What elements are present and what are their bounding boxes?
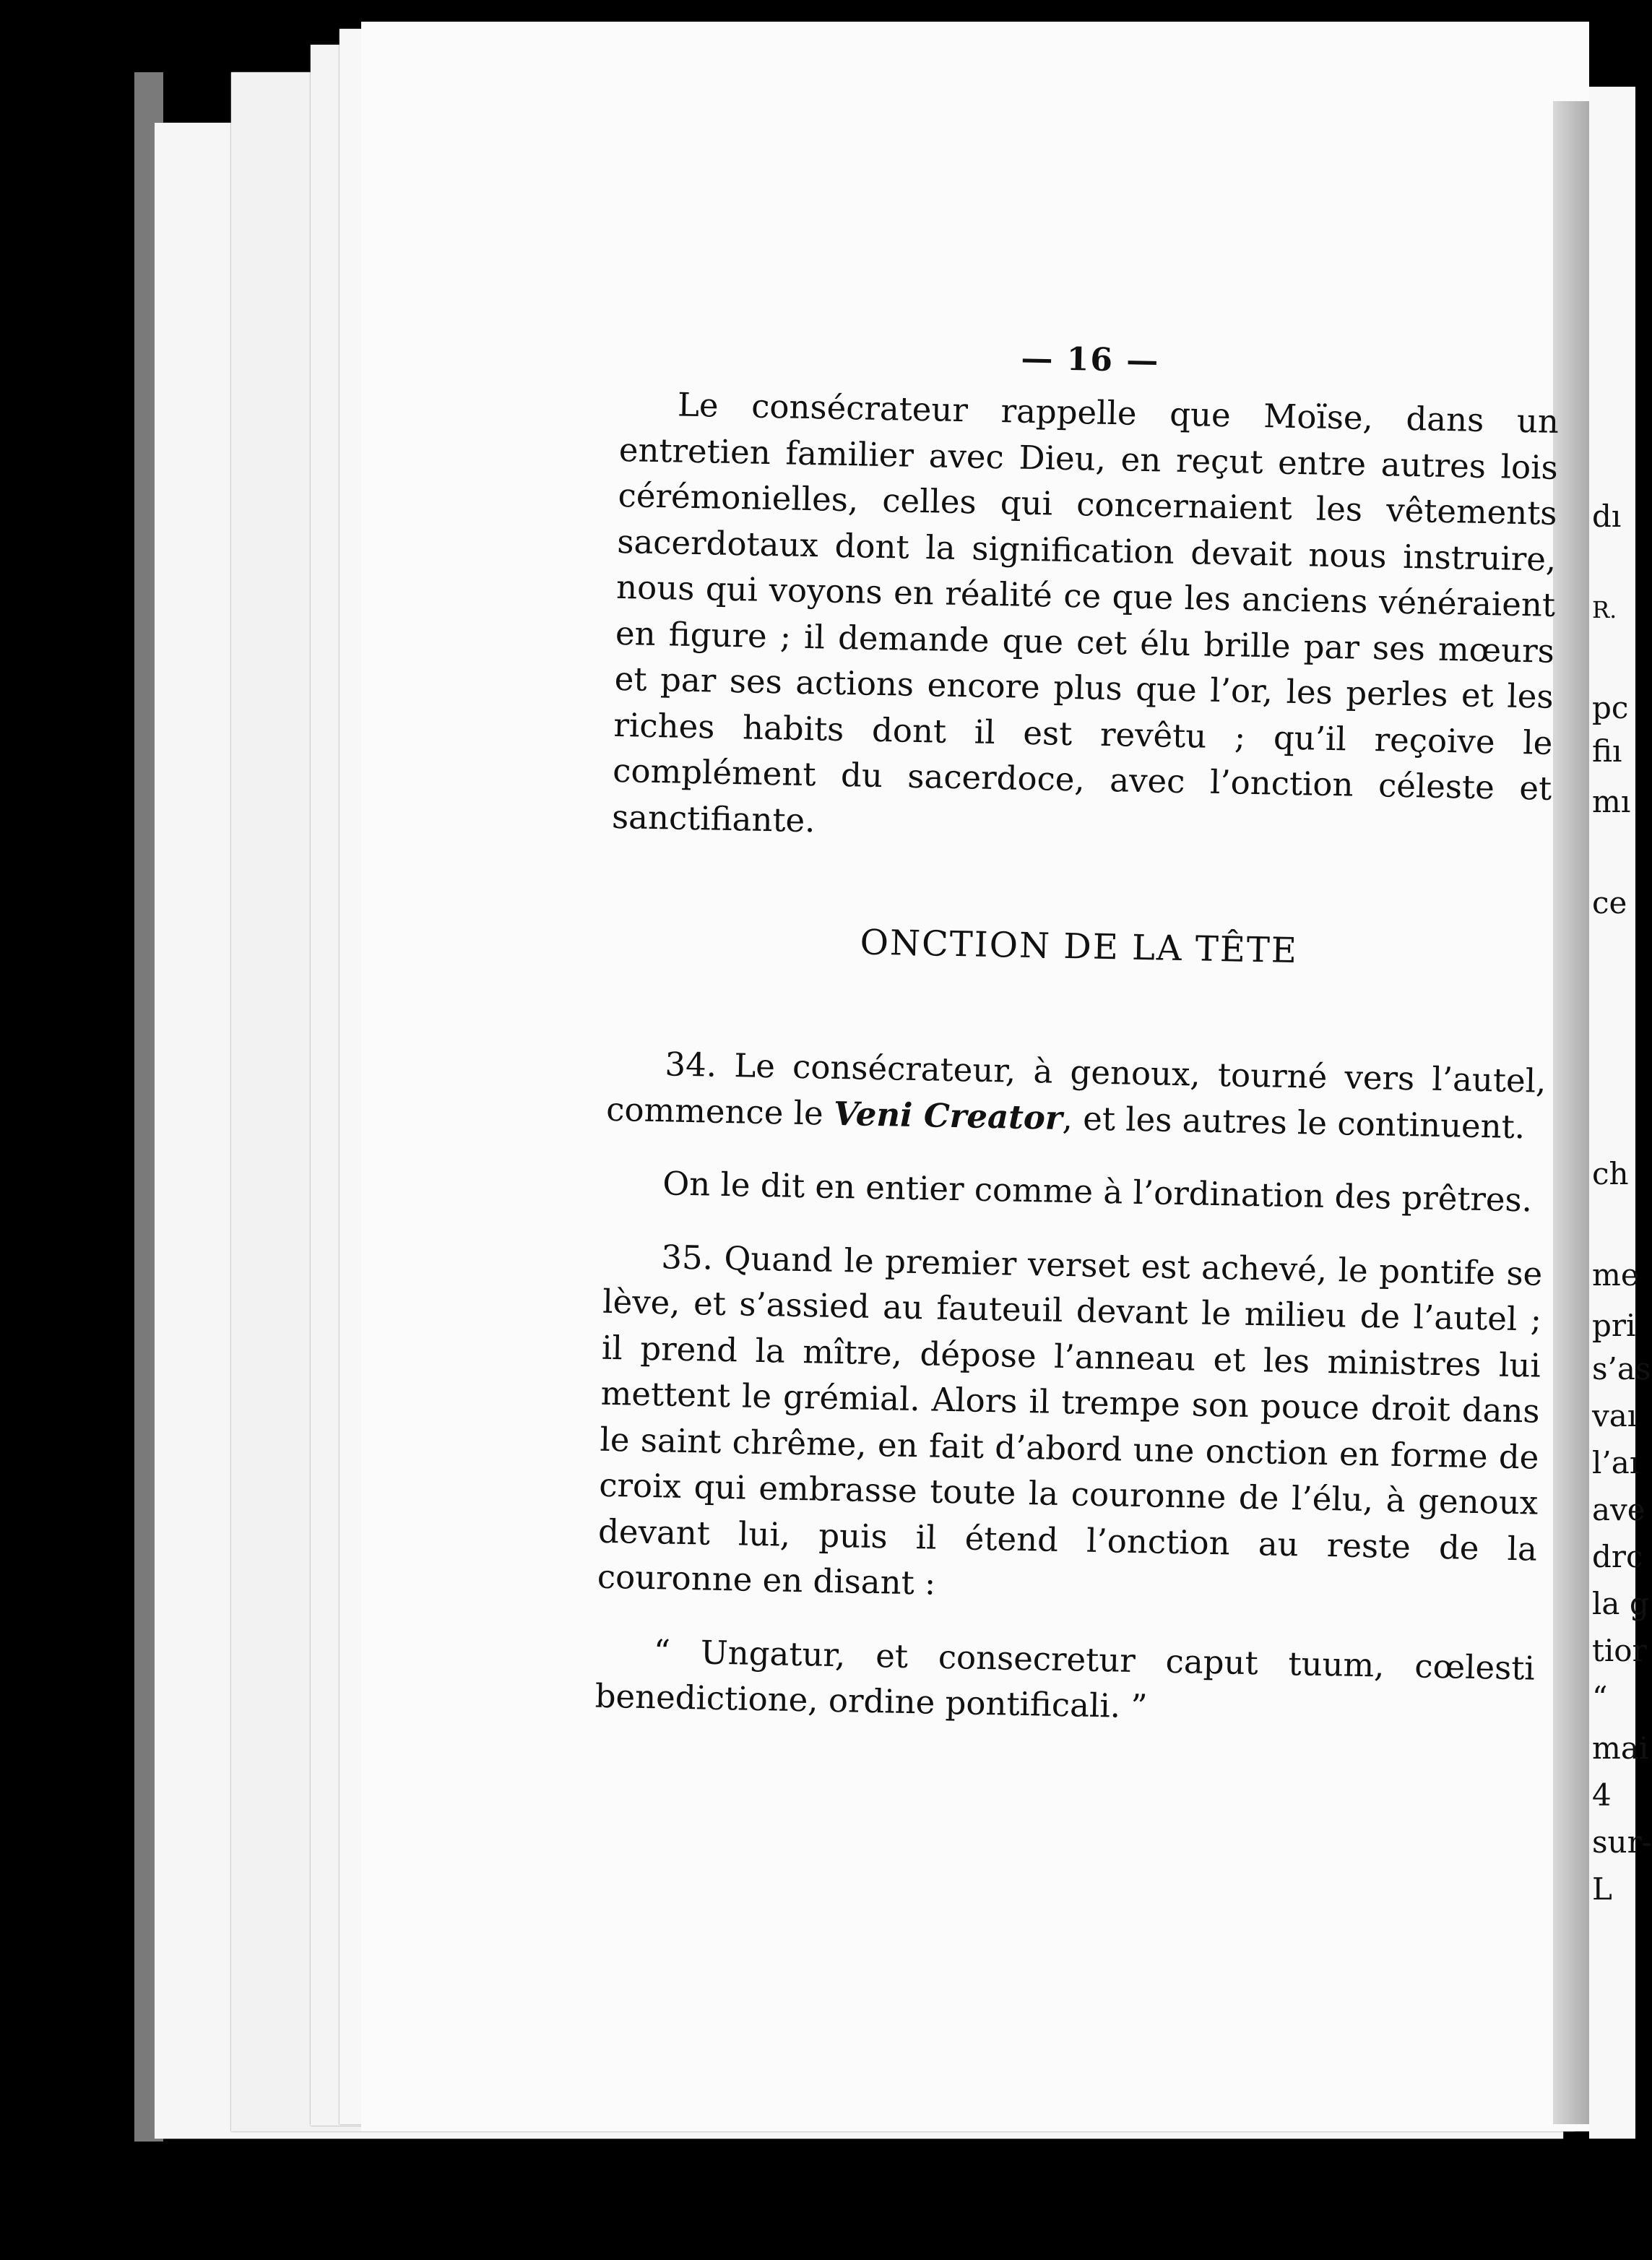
adjacent-text-fragment: ave <box>1592 1492 1645 1527</box>
adjacent-text-fragment: mı <box>1592 784 1631 819</box>
adjacent-text-fragment: ch <box>1592 1156 1629 1191</box>
adjacent-text-fragment: tior <box>1592 1633 1647 1668</box>
paragraph-34 <box>606 1040 1547 1150</box>
adjacent-text-fragment: 4 <box>1592 1777 1612 1813</box>
latin-prayer: “ Ungatur, et consecretur caput tuum, cœlesti benedictione, ordine pontificali. ” <box>594 1631 1536 1726</box>
page-text-block <box>594 332 1560 1737</box>
paragraph-34-text: 34. Le consécrateur, à genoux, tourné vers l’autel, commence le <box>605 1045 1547 1133</box>
adjacent-text-fragment: ce <box>1592 885 1627 920</box>
adjacent-text-fragment: R. <box>1592 596 1617 624</box>
adjacent-text-fragment: sur- <box>1592 1824 1652 1860</box>
paragraph-35: 35. Quand le premier verset est achevé, le pontife se lève, et s’assied au fauteuil devant le milieu de l’autel ; il prend la mître, dépose l’anneau et les ministres lui mettent le grémial. Alors il trempe son pouce droit dans le saint chrême, en fait d’abord une onction en forme de croix qui embrasse toute la couronne de l’élu, à genoux devant lui, puis il étend l’onction au reste de la couronne en disant : <box>597 1237 1543 1603</box>
adjacent-text-fragment: pri <box>1592 1308 1636 1343</box>
adjacent-text-fragment: la g <box>1592 1586 1649 1621</box>
section-title: ONCTION DE LA TÊTE <box>860 922 1299 972</box>
adjacent-text-fragment: vaı <box>1592 1398 1638 1433</box>
adjacent-text-fragment: dı <box>1592 499 1622 534</box>
paragraph-34-text-end: , et les autres le continuent. <box>1062 1098 1526 1146</box>
adjacent-text-fragment: l’aı <box>1592 1445 1640 1480</box>
adjacent-text-fragment: L <box>1592 1871 1612 1907</box>
page-number: — 16 — <box>1020 340 1160 380</box>
adjacent-text-fragment: mai <box>1592 1730 1649 1766</box>
paragraph-entier: On le dit en entier comme à l’ordination des prêtres. <box>662 1164 1533 1220</box>
adjacent-text-fragment: fiı <box>1592 733 1622 769</box>
veni-creator-title: Veni Creator <box>833 1094 1063 1137</box>
adjacent-text-fragment: pc <box>1592 690 1629 725</box>
intro-paragraph: Le consécrateur rappelle que Moïse, dans un entretien familier avec Dieu, en reçut entre autres lois cérémonielles, celles qui concernaient les vêtements sacerdotaux dont la signification devait nous instruire, nous qui voyons en réalité ce que les anciens vénéraient en figure ; il demande que cet élu brille par ses mœurs et par ses actions encore plus que l’or, les perles et les riches habits dont il est revêtu ; qu’il reçoive le complément du sacerdoce, avec l’onction céleste et sanctifiante. <box>611 385 1560 840</box>
adjacent-text-fragment: drc <box>1592 1539 1643 1574</box>
adjacent-text-fragment: s’as <box>1592 1351 1651 1386</box>
adjacent-text-fragment: “ <box>1592 1680 1608 1715</box>
adjacent-text-fragment: me <box>1592 1257 1639 1293</box>
adjacent-page-edge <box>1589 87 1652 2139</box>
